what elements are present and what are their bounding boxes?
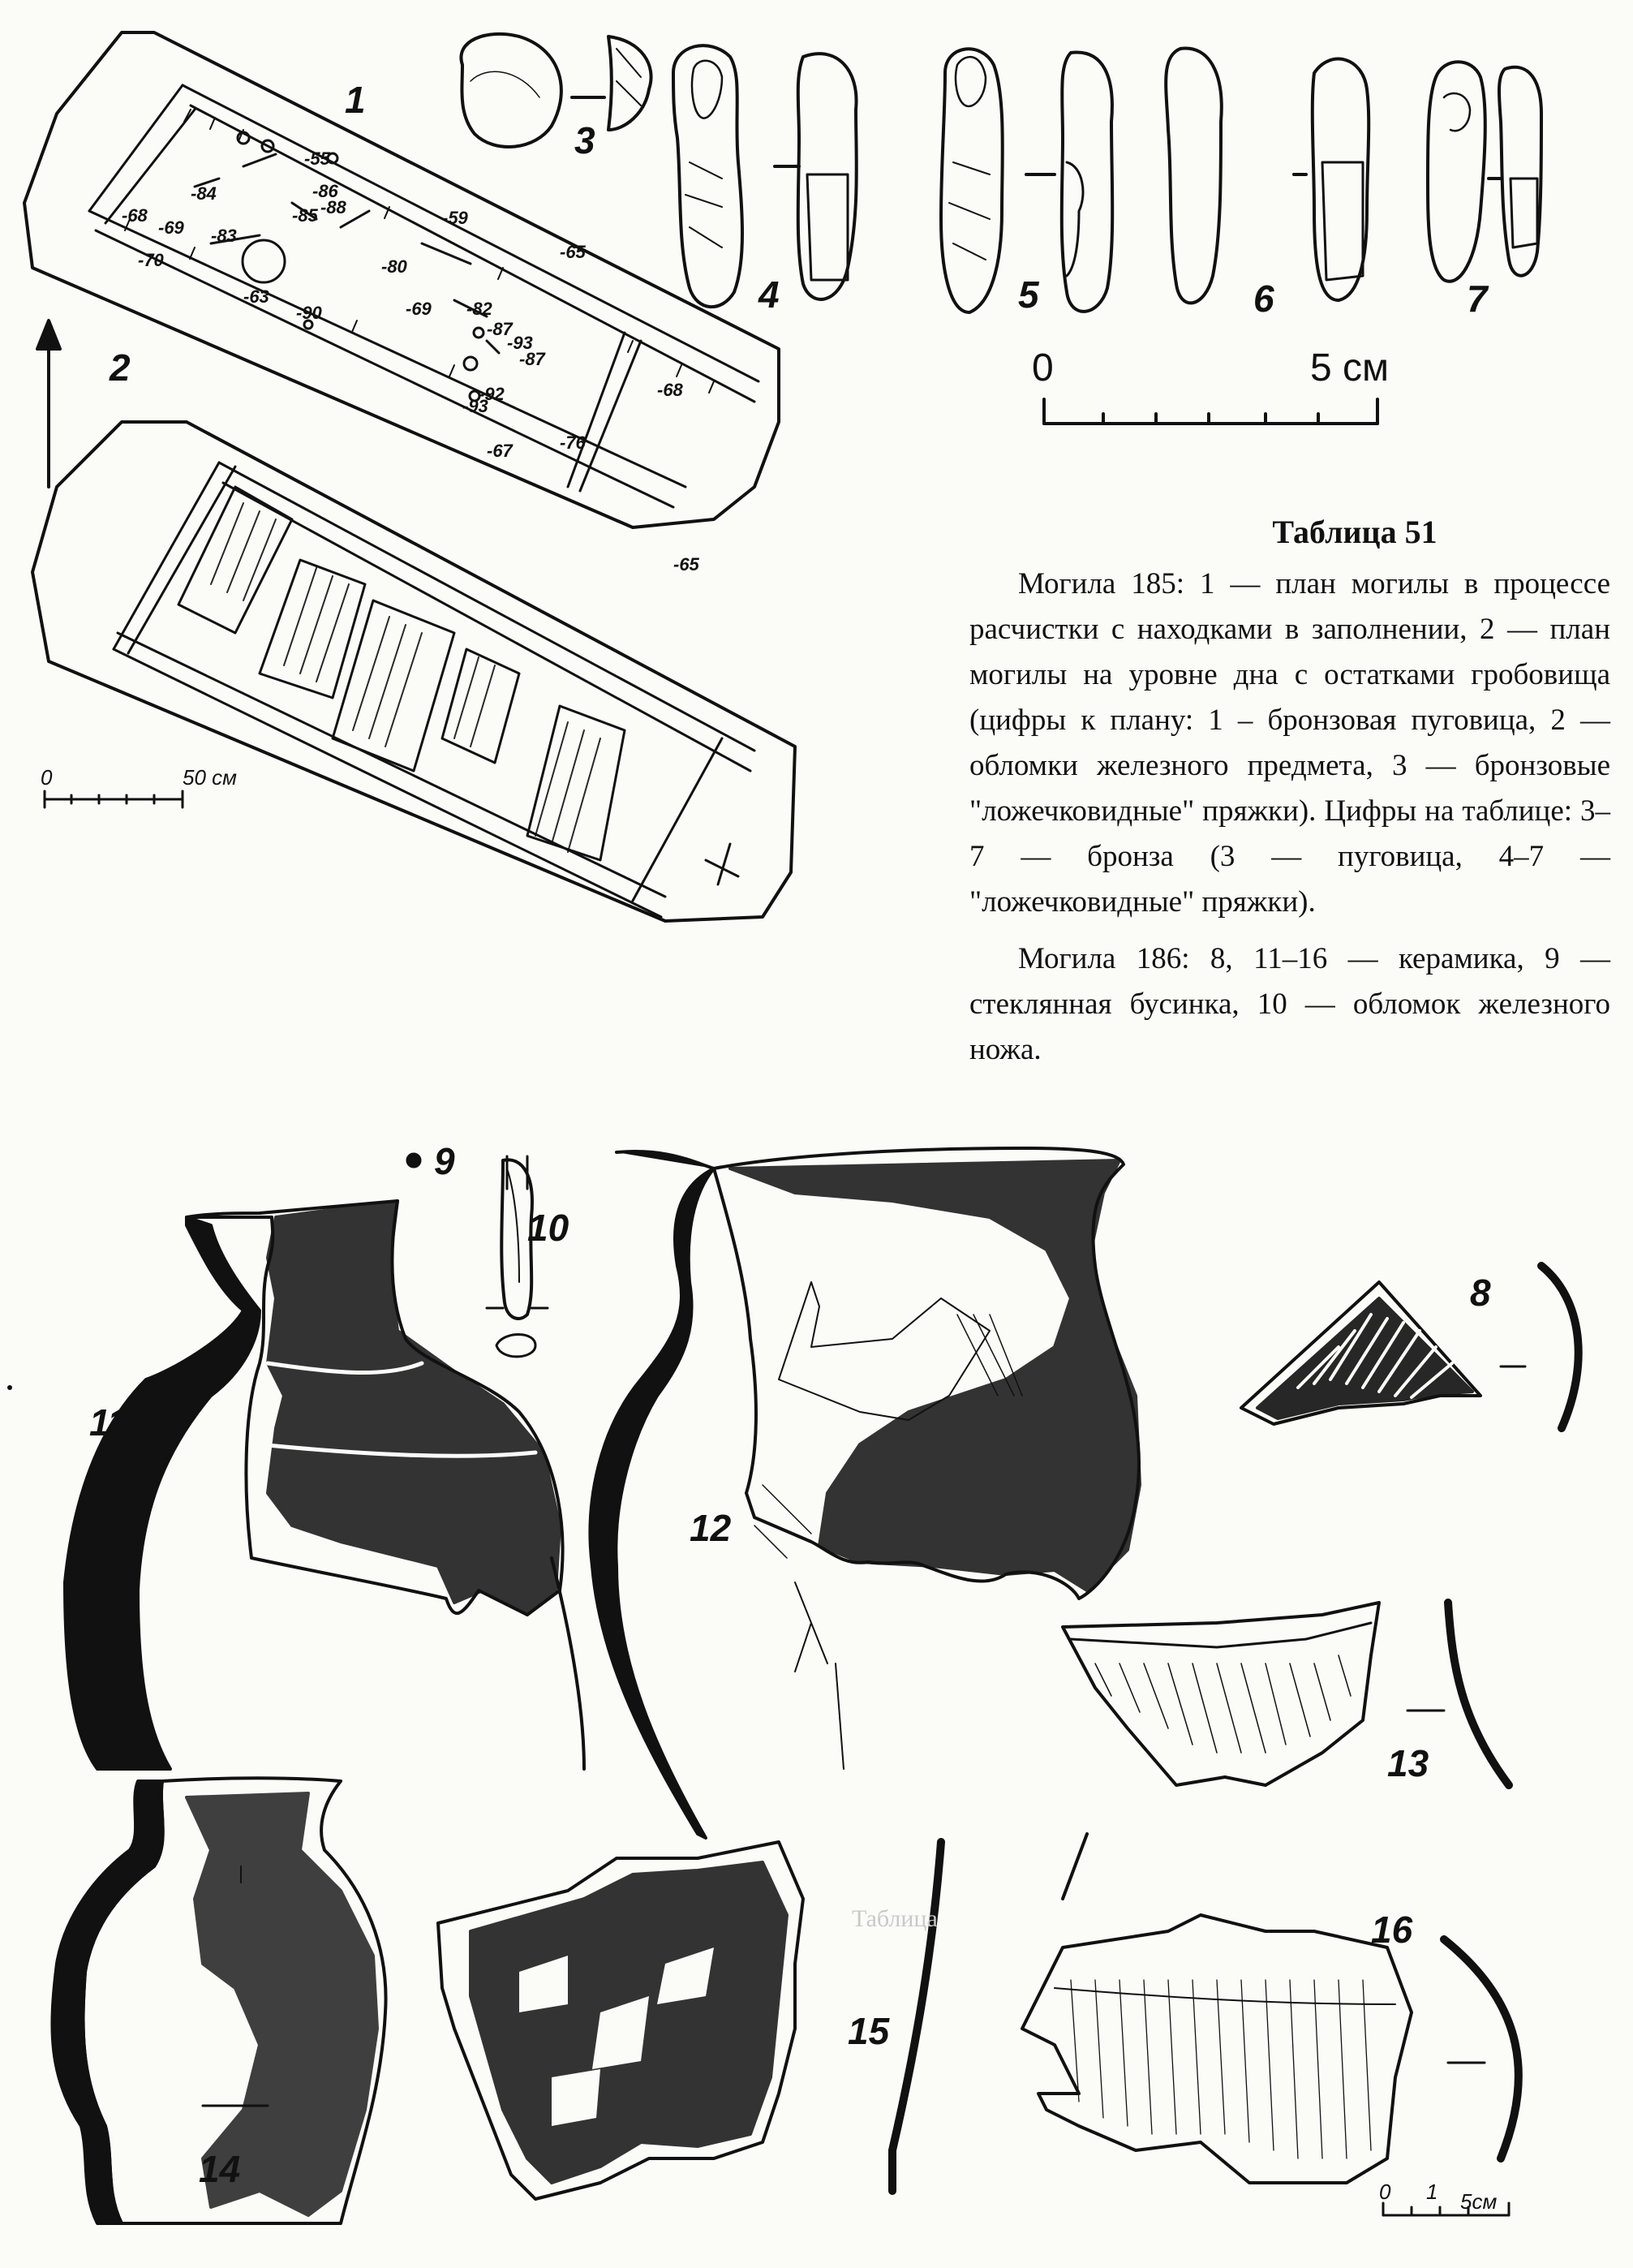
depth-mark: -84 (191, 183, 217, 204)
depth-mark: -82 (466, 299, 492, 319)
depth-mark: -65 (673, 554, 699, 575)
bleed-through-text: Таблица (852, 1905, 938, 1932)
depth-mark: -59 (442, 208, 468, 228)
grave-plan-2 (32, 422, 795, 921)
vessel-12 (591, 1148, 1141, 1899)
depth-mark: -55 (304, 148, 330, 169)
pottery-scale-end: 5см (1460, 2189, 1498, 2214)
depth-mark: -76 (560, 433, 586, 453)
depth-mark: -93 (462, 396, 488, 416)
depth-mark: -92 (479, 384, 505, 404)
spoon-buckle-6 (1166, 49, 1369, 303)
depth-mark: -88 (320, 197, 346, 217)
label-item-7: 7 (1467, 278, 1488, 320)
glass-bead-9 (407, 1154, 420, 1167)
spoon-buckle-4 (673, 45, 857, 307)
depth-mark: -86 (312, 181, 338, 201)
depth-mark: -87 (519, 349, 545, 369)
label-item-9: 9 (434, 1140, 455, 1182)
depth-mark: -70 (138, 250, 164, 270)
spoon-buckle-7 (1428, 62, 1541, 281)
depth-mark: -87 (487, 319, 513, 339)
pottery-scale-mid: 1 (1426, 2180, 1438, 2204)
label-item-4: 4 (758, 273, 780, 316)
label-item-14: 14 (199, 2148, 241, 2190)
label-plan-2: 2 (110, 346, 131, 389)
label-item-15: 15 (848, 2010, 890, 2052)
bronze-button-3 (461, 34, 651, 147)
caption-paragraph-grave-186: Могила 186: 8, 11–16 — керамика, 9 — стеклянная бусинка, 10 — обломок железного ножа. (969, 942, 1610, 1066)
label-item-10: 10 (527, 1207, 569, 1249)
depth-mark: -68 (122, 205, 148, 226)
plan-scale-start: 0 (41, 765, 53, 790)
depth-mark: -63 (243, 286, 269, 307)
label-item-5: 5 (1018, 273, 1039, 316)
label-item-13: 13 (1387, 1742, 1429, 1784)
north-arrow (37, 321, 60, 487)
sherd-8 (1241, 1266, 1579, 1428)
label-item-3: 3 (574, 119, 595, 161)
depth-mark: -69 (158, 217, 184, 238)
figure-caption (969, 510, 1610, 1073)
label-item-8: 8 (1470, 1272, 1491, 1314)
depth-mark: -69 (406, 299, 432, 319)
label-plan-1: 1 (345, 79, 366, 121)
depth-mark: -80 (381, 256, 407, 277)
depth-mark: -93 (507, 333, 533, 353)
label-item-11: 11 (89, 1401, 128, 1444)
vessel-11 (65, 1201, 584, 1769)
depth-mark: -85 (292, 205, 318, 226)
plan-scale-bar (45, 791, 183, 807)
sherd-16 (1022, 1915, 1519, 2183)
pottery-scale-start: 0 (1379, 2180, 1391, 2204)
plan-scale-end: 50 см (183, 765, 237, 790)
iron-knife-fragment-10 (487, 1156, 548, 1357)
objects-scale-end: 5 см (1310, 346, 1390, 389)
sherd-13 (1063, 1603, 1509, 1785)
label-item-12: 12 (690, 1507, 732, 1549)
label-item-6: 6 (1253, 278, 1274, 320)
depth-mark: -90 (296, 303, 322, 323)
objects-scale-start: 0 (1032, 346, 1054, 389)
label-item-16: 16 (1371, 1909, 1413, 1951)
depth-mark: -65 (560, 242, 586, 262)
grave-plan-1 (24, 32, 779, 527)
caption-title: Таблица 51 (1272, 514, 1437, 550)
caption-paragraph-grave-185: Могила 185: 1 — план могилы в процессе расчистки с находками в заполнении, 2 — план могилы на уровне дна с остатками гробовища (цифры к плану: 1 – бронзовая пуговица, 2 — обломки железного предмета, 3 — бронзовые "ложечковидные" пряжки). Цифры на таблице: 3–7 — бронза (3 — пуговица, 4–7 — "ложечковидные" пряжки). (969, 567, 1610, 919)
objects-scale-bar (1044, 399, 1377, 424)
depth-mark: -67 (487, 441, 513, 461)
depth-mark: -68 (657, 380, 683, 400)
depth-mark: -83 (211, 226, 237, 246)
stray-dot (7, 1385, 12, 1390)
